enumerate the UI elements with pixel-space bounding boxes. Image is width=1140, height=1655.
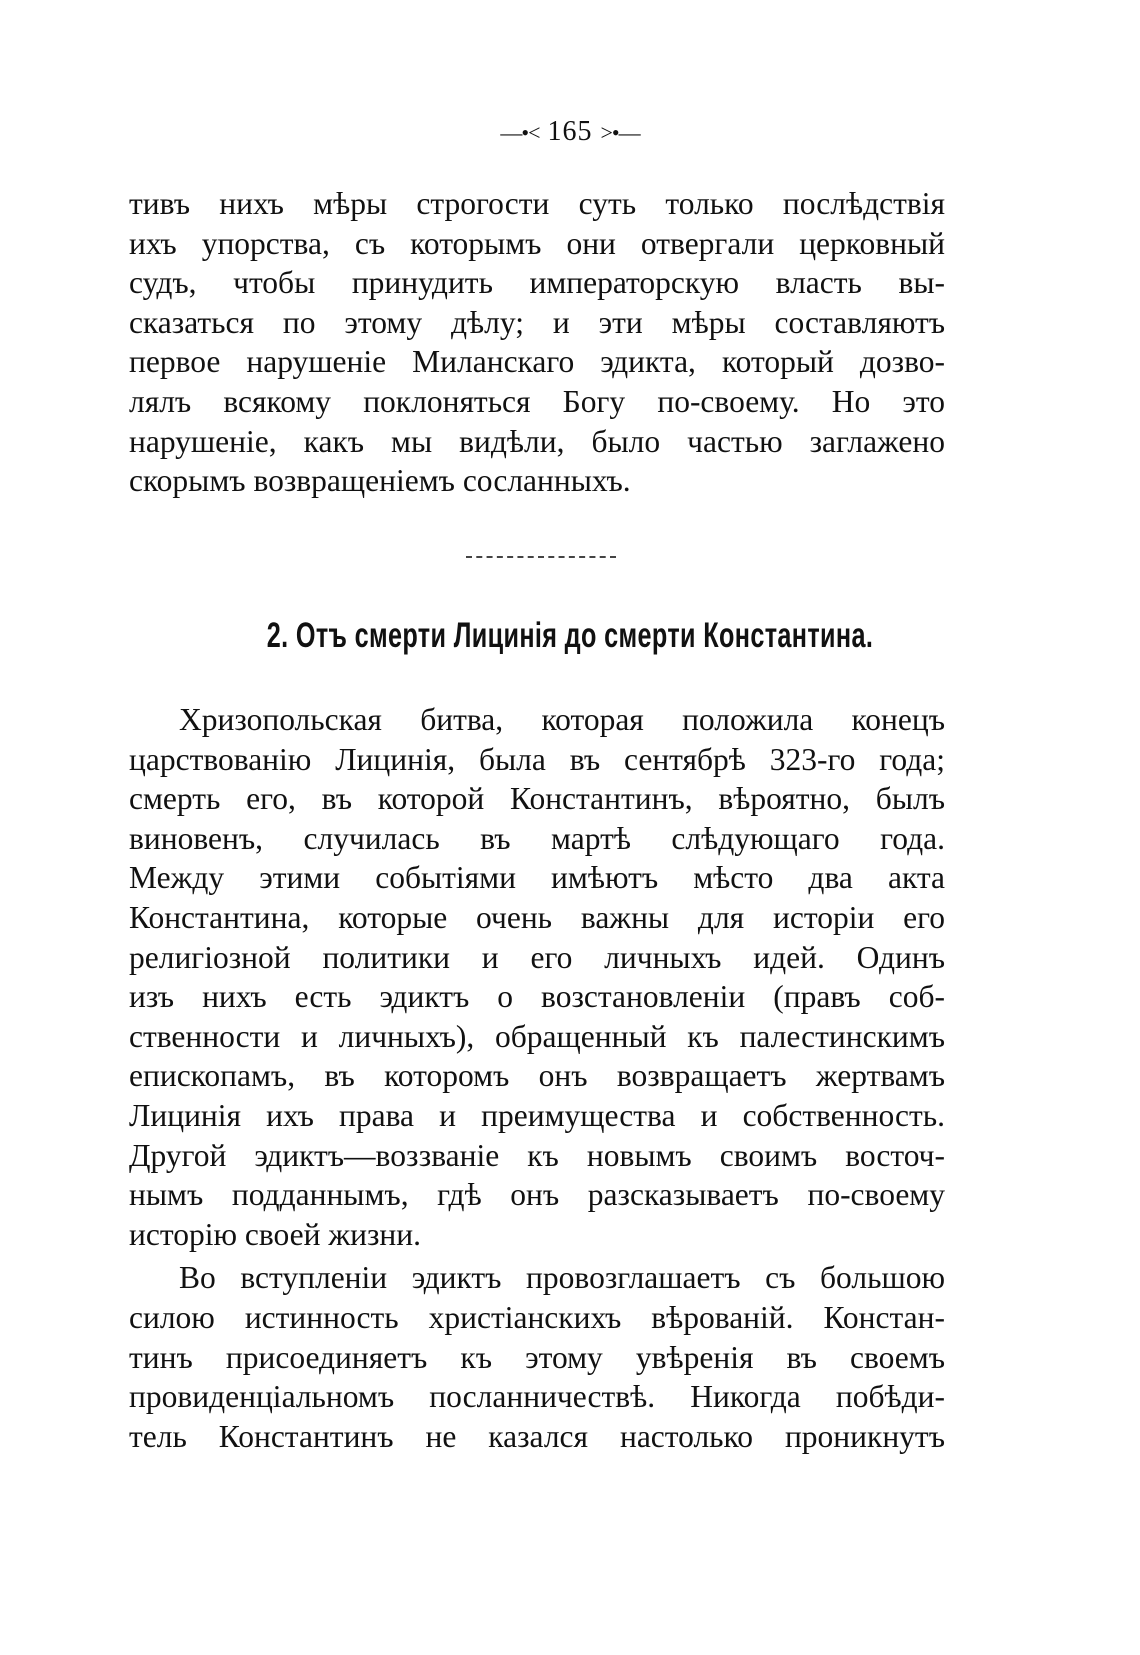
text-line: провиденціальномъ посланничествѣ. Никогда побѣди- bbox=[129, 1379, 945, 1415]
text-line: Во вступленіи эдиктъ провозглашаетъ съ большою bbox=[179, 1260, 945, 1296]
continuation-text bbox=[129, 184, 945, 501]
text-line: первое нарушеніе Миланскаго эдикта, который дозво- bbox=[129, 344, 945, 380]
paragraph bbox=[129, 700, 945, 1254]
paragraph bbox=[129, 1258, 945, 1456]
text-line: скорымъ возвращеніемъ сосланныхъ. bbox=[129, 463, 631, 499]
text-line: царствованію Лицинія, была въ сентябрѣ 323-го года; bbox=[129, 741, 945, 777]
text-line: виновенъ, случилась въ мартѣ слѣдующаго года. bbox=[129, 820, 945, 856]
text-line: Другой эдиктъ—воззваніе къ новымъ своимъ восточ- bbox=[129, 1137, 945, 1173]
section-separator bbox=[466, 556, 616, 558]
text-line: нарушеніе, какъ мы видѣли, было частью заглажено bbox=[129, 423, 945, 459]
text-line: тинъ присоединяетъ къ этому увѣренія въ своемъ bbox=[129, 1339, 945, 1375]
text-line: ственности и личныхъ), обращенный къ палестинскимъ bbox=[129, 1018, 945, 1054]
page-header bbox=[0, 116, 1140, 148]
text-line: ихъ упорства, съ которымъ они отвергали церковный bbox=[129, 225, 945, 261]
text-line: сказаться по этому дѣлу; и эти мѣры составляютъ bbox=[129, 304, 945, 340]
text-line: силою истинность христіанскихъ вѣрованій. Констан- bbox=[129, 1299, 945, 1335]
ornament-left: —•< bbox=[500, 120, 540, 145]
ornament-right: >•— bbox=[600, 120, 640, 145]
text-line: смерть его, въ которой Константинъ, вѣроятно, былъ bbox=[129, 781, 945, 817]
text-line: Лицинія ихъ права и преимущества и собственность. bbox=[129, 1097, 945, 1133]
text-line: религіозной политики и его личныхъ идей. Одинъ bbox=[129, 939, 945, 975]
text-line: лялъ всякому поклоняться Богу по-своему. Но это bbox=[129, 383, 945, 419]
text-line: Между этими событіями имѣютъ мѣсто два акта bbox=[129, 860, 945, 896]
text-line: судъ, чтобы принудить императорскую власть вы- bbox=[129, 265, 945, 301]
text-line: нымъ подданнымъ, гдѣ онъ разсказываетъ по-своему bbox=[129, 1177, 945, 1213]
text-line: тивъ нихъ мѣры строгости суть только послѣдствія bbox=[129, 186, 945, 221]
section-body bbox=[129, 700, 945, 1456]
text-line: Константина, которые очень важны для исторіи его bbox=[129, 899, 945, 935]
text-line: изъ нихъ есть эдиктъ о возстановленіи (правъ соб- bbox=[129, 979, 945, 1015]
text-line: епископамъ, въ которомъ онъ возвращаетъ жертвамъ bbox=[129, 1058, 945, 1094]
text-line: исторію своей жизни. bbox=[129, 1216, 421, 1252]
page-number: 165 bbox=[547, 116, 593, 147]
section-heading: 2. Отъ смерти Лицинія до смерти Константина. bbox=[266, 616, 874, 655]
text-line: Хризопольская битва, которая положила конецъ bbox=[179, 702, 945, 737]
text-line: тель Константинъ не казался настолько проникнутъ bbox=[129, 1418, 945, 1454]
